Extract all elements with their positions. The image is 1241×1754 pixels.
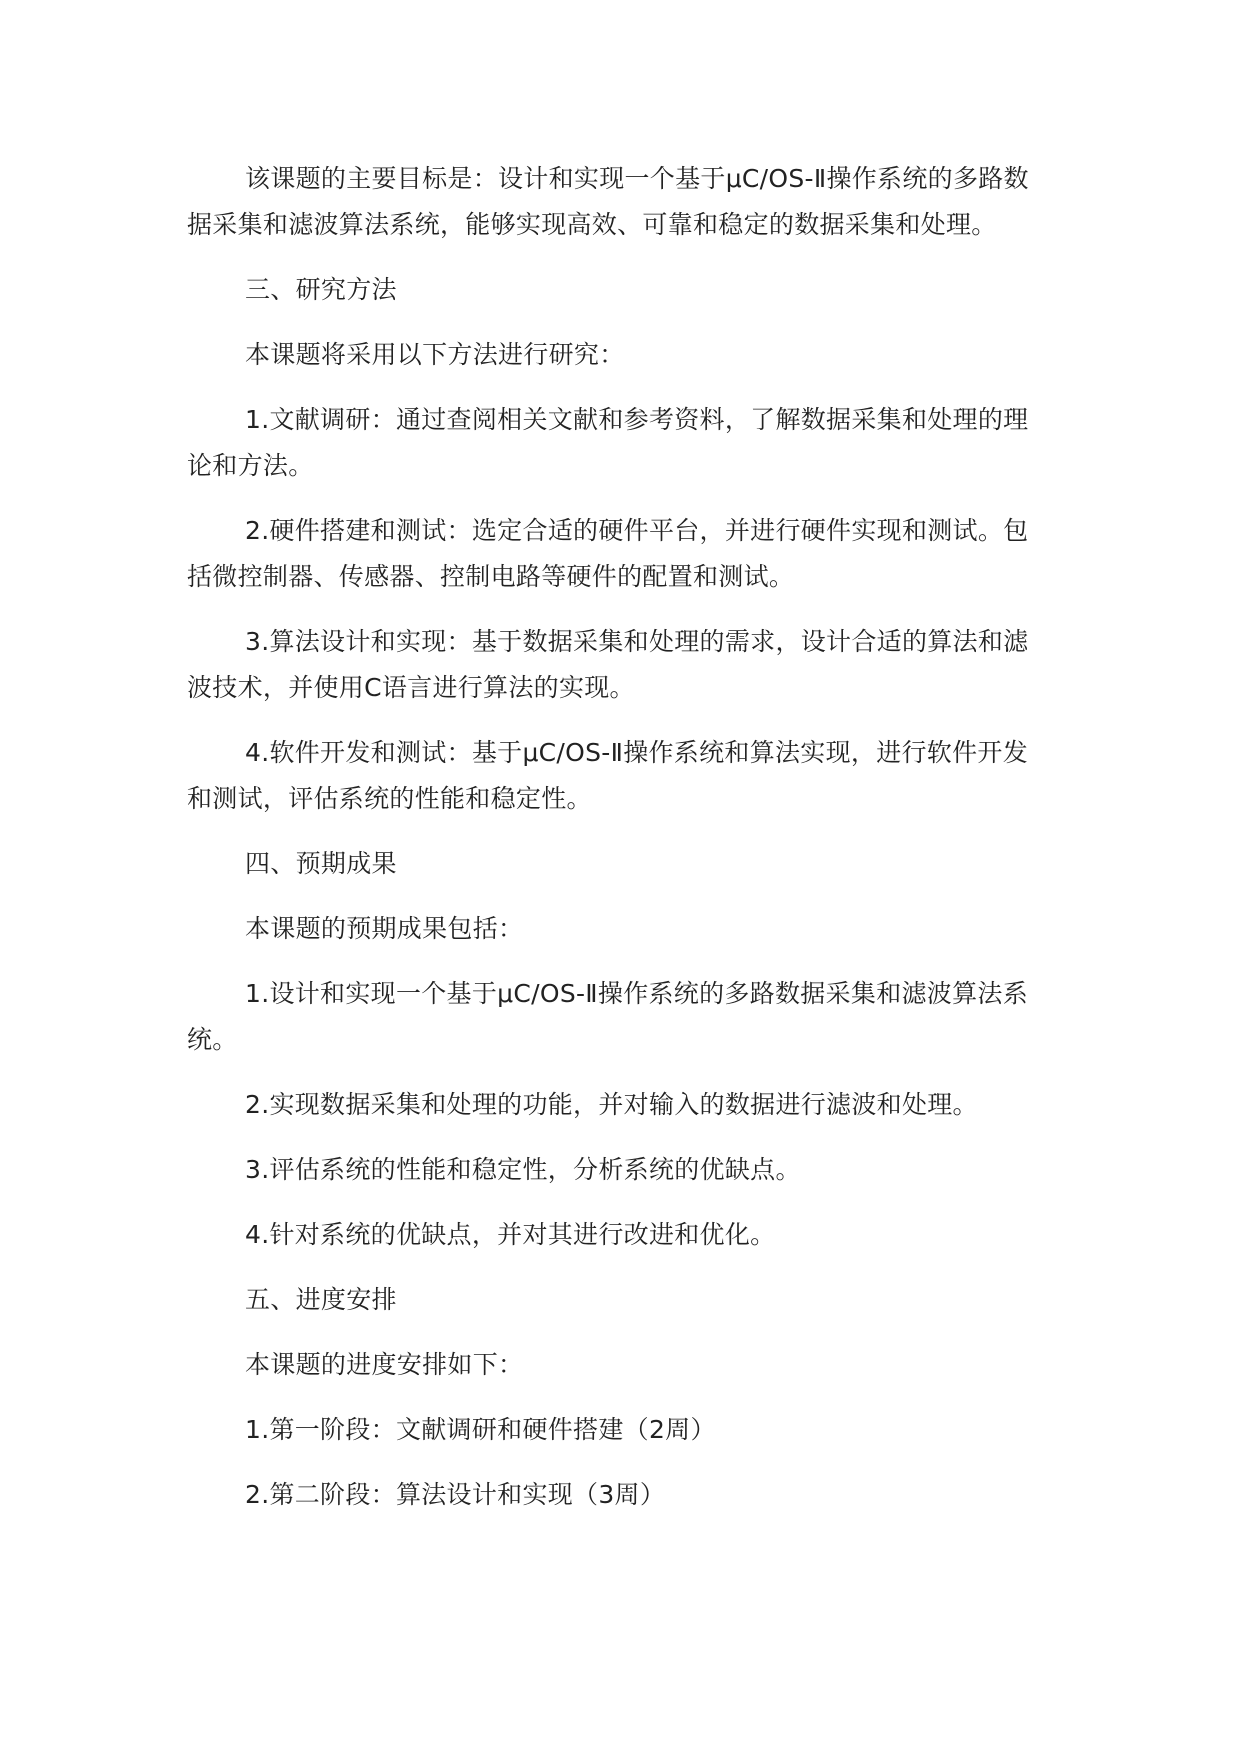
result-item-4: 4.针对系统的优缺点，并对其进行改进和优化。 <box>245 1220 776 1249</box>
section-heading-research-methods: 三、研究方法 <box>245 275 397 304</box>
results-intro-paragraph: 本课题的预期成果包括： <box>245 914 524 943</box>
section-heading-schedule: 五、进度安排 <box>245 1285 397 1314</box>
schedule-item-2: 2.第二阶段：算法设计和实现（3周） <box>245 1480 666 1509</box>
result-item-1: 1.设计和实现一个基于μC/OS-Ⅱ操作系统的多路数据采集和滤波算法系统。 <box>187 979 1029 1054</box>
result-item-3: 3.评估系统的性能和稳定性，分析系统的优缺点。 <box>245 1155 801 1184</box>
result-item-2: 2.实现数据采集和处理的功能，并对输入的数据进行滤波和处理。 <box>245 1090 978 1119</box>
section-heading-expected-results: 四、预期成果 <box>245 849 397 878</box>
document-body <box>187 156 1053 1537</box>
goal-paragraph: 该课题的主要目标是：设计和实现一个基于μC/OS-Ⅱ操作系统的多路数据采集和滤波算法系统，能够实现高效、可靠和稳定的数据采集和处理。 <box>187 164 1029 239</box>
method-item-2: 2.硬件搭建和测试：选定合适的硬件平台，并进行硬件实现和测试。包括微控制器、传感器、控制电路等硬件的配置和测试。 <box>187 516 1029 591</box>
method-item-3: 3.算法设计和实现：基于数据采集和处理的需求，设计合适的算法和滤波技术，并使用C语言进行算法的实现。 <box>187 627 1029 702</box>
schedule-intro-paragraph: 本课题的进度安排如下： <box>245 1350 524 1379</box>
schedule-item-1: 1.第一阶段：文献调研和硬件搭建（2周） <box>245 1415 716 1444</box>
methods-intro-paragraph: 本课题将采用以下方法进行研究： <box>245 340 625 369</box>
method-item-1: 1.文献调研：通过查阅相关文献和参考资料，了解数据采集和处理的理论和方法。 <box>187 405 1029 480</box>
method-item-4: 4.软件开发和测试：基于μC/OS-Ⅱ操作系统和算法实现，进行软件开发和测试，评估系统的性能和稳定性。 <box>187 738 1029 813</box>
